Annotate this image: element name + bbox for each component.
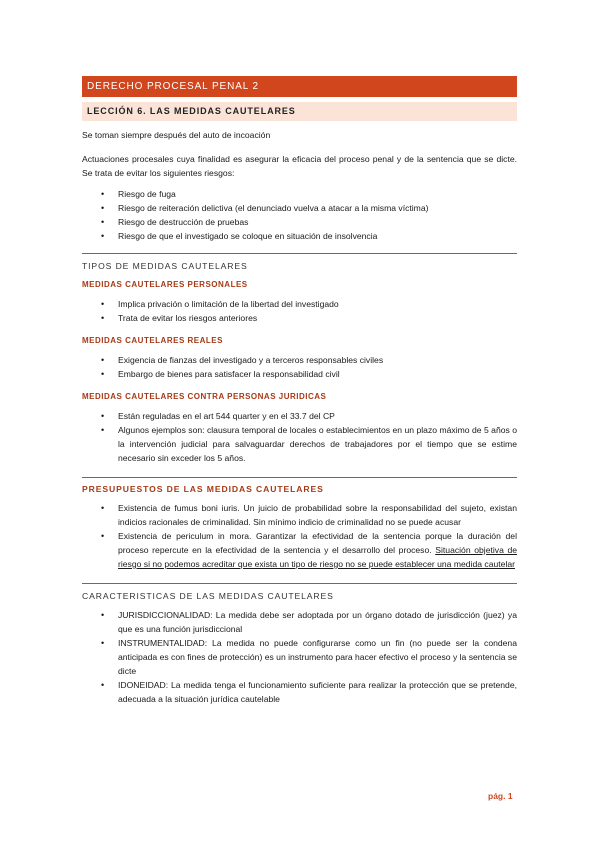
bullet-icon: • <box>101 610 105 620</box>
list-item-text: Existencia de periculum in mora. Garantizar la efectividad de la sentencia porque la duración del proceso repercute en la efectividad de la sentencia y el desarrollo del proceso. <box>118 531 517 555</box>
subheading-personales: MEDIDAS CAUTELARES PERSONALES <box>82 280 248 289</box>
bullet-icon: • <box>101 503 105 513</box>
list-item-text: INSTRUMENTALIDAD: La medida no puede configurarse como un fin (no puede ser la condena anticipada es con fines de protección) es un instrumento para hacer efectivo el proceso y la sentencia se dicte <box>118 638 517 676</box>
bullet-icon: • <box>101 231 105 241</box>
underlined-text: Situación objetiva de riesgo si no podemos acreditar que exista un tipo de riesgo no se puede establecer una medida cautelar <box>118 545 518 569</box>
bullet-icon: • <box>101 355 105 365</box>
section-heading-tipos: TIPOS DE MEDIDAS CAUTELARES <box>82 261 248 271</box>
bullet-icon: • <box>101 313 105 323</box>
bullet-icon: • <box>101 217 105 227</box>
bullet-icon: • <box>101 680 105 690</box>
list-item <box>82 215 517 229</box>
list-item <box>82 187 517 201</box>
presupuestos-list <box>82 501 517 571</box>
list-item <box>82 529 517 571</box>
section-divider <box>82 253 517 254</box>
lesson-title: LECCIÓN 6. LAS MEDIDAS CAUTELARES <box>82 102 517 121</box>
bullet-icon: • <box>101 531 105 541</box>
page-number: pág. 1 <box>488 791 513 801</box>
juridicas-list <box>82 409 517 465</box>
list-item-text: Exigencia de fianzas del investigado y a terceros responsables civiles <box>118 355 384 365</box>
bullet-icon: • <box>101 203 105 213</box>
list-item-text: Riesgo de que el investigado se coloque en situación de insolvencia <box>118 231 378 241</box>
intro-line: Se toman siempre después del auto de incoación <box>82 130 271 140</box>
bullet-icon: • <box>101 299 105 309</box>
list-item-text: JURISDICCIONALIDAD: La medida debe ser adoptada por un órgano dotado de jurisdicción (juez) ya que es una función jurisdiccional <box>118 610 517 634</box>
caracteristicas-list <box>82 608 517 706</box>
list-item <box>82 229 517 243</box>
section-heading-caracteristicas: CARACTERISTICAS DE LAS MEDIDAS CAUTELARES <box>82 591 334 601</box>
list-item <box>82 311 517 325</box>
section-divider <box>82 477 517 478</box>
list-item-text: Riesgo de fuga <box>118 189 176 199</box>
list-item-text: Existencia de fumus boni iuris. Un juicio de probabilidad sobre la responsabilidad del sujeto, existan indicios racionales de criminalidad. Sin mínimo indicio de criminalidad no se puede acusar <box>118 503 517 527</box>
list-item-text: Algunos ejemplos son: clausura temporal de locales o establecimientos en un plazo máximo de 5 años o la intervención judicial para salvaguardar derechos de trabajadores por el tiempo que se estime necesario sin exceder los 5 años. <box>118 425 517 463</box>
list-item-text: Riesgo de reiteración delictiva (el denunciado vuelva a atacar a la misma víctima) <box>118 203 429 213</box>
bullet-icon: • <box>101 369 105 379</box>
list-item <box>82 409 517 423</box>
bullet-icon: • <box>101 425 105 435</box>
list-item <box>82 353 517 367</box>
course-title-banner: DERECHO PROCESAL PENAL 2 <box>82 76 517 97</box>
list-item-text: Riesgo de destrucción de pruebas <box>118 217 249 227</box>
list-item <box>82 423 517 465</box>
list-item <box>82 297 517 311</box>
bullet-icon: • <box>101 189 105 199</box>
list-item-text: Trata de evitar los riesgos anteriores <box>118 313 258 323</box>
bullet-icon: • <box>101 411 105 421</box>
personales-list <box>82 297 517 325</box>
list-item <box>82 636 517 678</box>
list-item <box>82 367 517 381</box>
subheading-reales: MEDIDAS CAUTELARES REALES <box>82 336 223 345</box>
risks-list <box>82 187 517 243</box>
list-item <box>82 501 517 529</box>
section-heading-presupuestos: PRESUPUESTOS DE LAS MEDIDAS CAUTELARES <box>82 484 324 494</box>
list-item <box>82 201 517 215</box>
list-item-text: IDONEIDAD: La medida tenga el funcionamiento suficiente para realizar la protección que se pretende, adecuada a la situación jurídica cautelable <box>118 680 517 704</box>
reales-list <box>82 353 517 381</box>
list-item <box>82 608 517 636</box>
list-item <box>82 678 517 706</box>
bullet-icon: • <box>101 638 105 648</box>
list-item-text: Implica privación o limitación de la libertad del investigado <box>118 299 339 309</box>
intro-paragraph: Actuaciones procesales cuya finalidad es asegurar la eficacia del proceso penal y de la sentencia que se dicte. Se trata de evitar los siguientes riesgos: <box>82 154 517 178</box>
list-item-text: Embargo de bienes para satisfacer la responsabilidad civil <box>118 369 340 379</box>
subheading-juridicas: MEDIDAS CAUTELARES CONTRA PERSONAS JURIDICAS <box>82 392 327 401</box>
section-divider <box>82 583 517 584</box>
document-page <box>82 76 517 706</box>
list-item-text: Están reguladas en el art 544 quarter y en el 33.7 del CP <box>118 411 335 421</box>
